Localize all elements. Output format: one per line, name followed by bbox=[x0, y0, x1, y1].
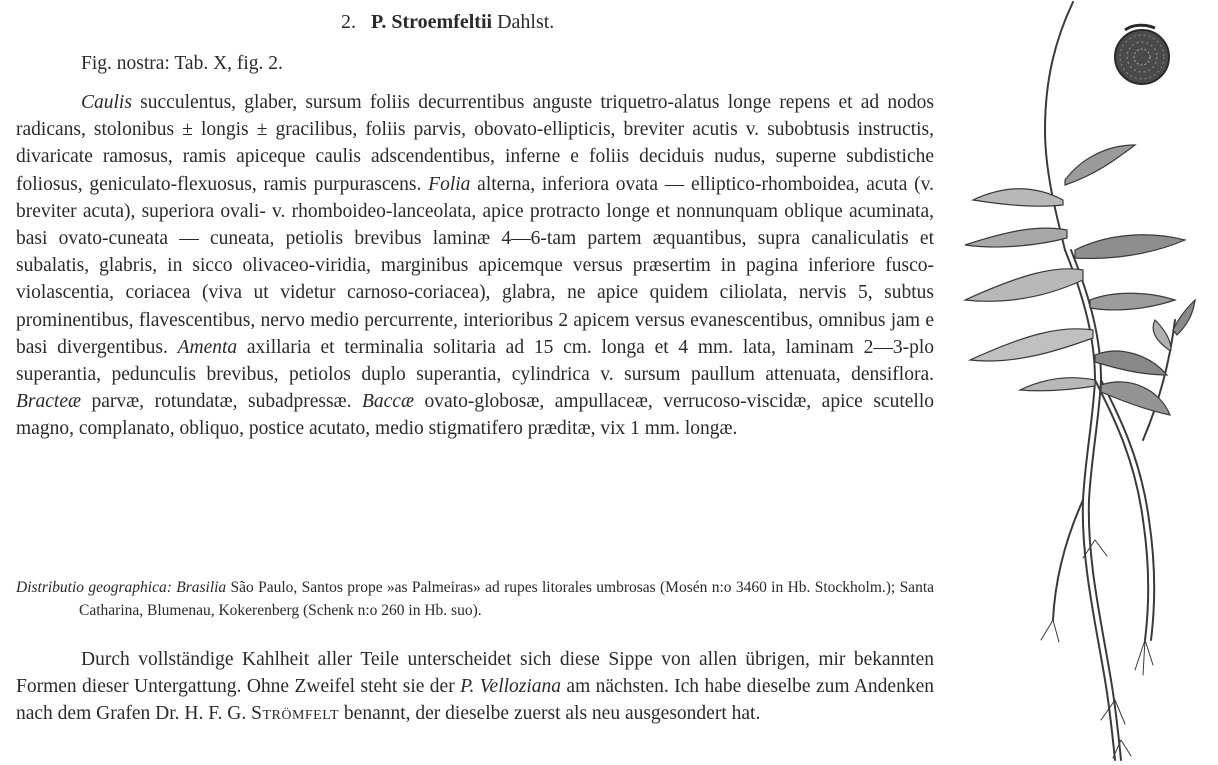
note-text-before: Durch vollständige Kahlheit aller Teile unterscheidet sich diese Sippe von allen übrigen, mir bekannten Formen dieser Untergattung. Ohne Zweifel steht sie der bbox=[16, 649, 934, 698]
leaf bbox=[965, 228, 1067, 247]
roots bbox=[1041, 540, 1153, 758]
species-author: Dahlst. bbox=[497, 11, 555, 33]
leaf bbox=[1020, 378, 1095, 391]
leaf bbox=[965, 269, 1083, 302]
note-name: Strömfelt bbox=[251, 703, 340, 725]
baccae-text: ovato-globosæ, ampullaceæ, verrucoso-viscidæ, apice scutello magno, complanato, obliquo, postice acutato, medio stigmatifero præditæ, vix 1 mm. longæ. bbox=[16, 391, 934, 440]
berry bbox=[1115, 25, 1169, 84]
species-name: P. Stroemfeltii bbox=[371, 11, 493, 33]
figure-reference: Fig. nostra: Tab. X, fig. 2. bbox=[81, 53, 283, 74]
species-heading bbox=[341, 9, 554, 36]
leaf bbox=[1153, 320, 1171, 350]
species-number: 2. bbox=[341, 11, 356, 33]
baccae-label: Baccæ bbox=[361, 391, 414, 413]
distribution-paragraph bbox=[16, 576, 934, 622]
amenta-text: axillaria et terminalia solitaria ad 15 cm. longa et 4 mm. lata, laminam 2—3-plo superantia, pedunculis brevibus, petiolos duplo superantia, cylindrica v. sursum paullum attenuata, densiflora. bbox=[16, 336, 934, 386]
plant-illustration bbox=[945, 0, 1218, 765]
distribution-label: Distributio geographica: bbox=[16, 579, 172, 596]
leaf bbox=[970, 329, 1093, 361]
leaf bbox=[1095, 351, 1167, 375]
bracteae-label: Bracteæ bbox=[16, 391, 81, 413]
leaf bbox=[973, 189, 1063, 206]
upper-stem bbox=[1045, 2, 1073, 250]
lower-branch bbox=[1095, 380, 1148, 640]
caulis-text: succulentus, glaber, sursum foliis decurrentibus anguste triquetro-alatus longe repens et ad nodos radicans, stolonibus ± longis ± gracilibus, foliis parvis, obovato-ellipticis, breviter acutis v. subobtusis instructis, divaricate ramosus, ramis apiceque caulis adscendentibus, inferne e foliis deciduis nudus, superne subdistiche foliosus, geniculato-flexuosus, ramis purpurascens. bbox=[16, 92, 934, 195]
amenta-label: Amenta bbox=[177, 336, 238, 358]
folia-text: alterna, inferiora ovata — elliptico-rhomboidea, acuta (v. breviter acuta), superiora ovali- v. rhomboideo-lanceolata, apice protracto longe et nonnunquam oblique acuminata, basi ovato-cuneata — cuneata, petiolis brevibus laminæ 4—6-tam partem æquantibus, supra canaliculatis et subalatis, glabris, in sicco olivaceo-viridia, marginibus apicemque versus præsertim in pagina inferiore fusco-violascentia, coriacea (viva ut videtur carnoso-coriacea), glabra, ne apice quidem ciliolata, nervis 5, subtus prominentibus, flavescentibus, nervo medio percurrente, interioribus 2 apicem versus evanescentibus, omnibus jam e basi divergentibus. bbox=[16, 173, 935, 358]
description-paragraph bbox=[16, 89, 934, 443]
distribution-country: Brasilia bbox=[176, 579, 227, 596]
main-stem bbox=[1065, 250, 1115, 760]
bracteae-text: parvæ, rotundatæ, subadpressæ. bbox=[80, 391, 362, 413]
folia-label: Folia bbox=[428, 173, 471, 195]
note-paragraph bbox=[16, 646, 934, 728]
note-text-middle: am nächsten. Ich habe dieselbe zum Andenken nach dem Grafen Dr. H. F. G. bbox=[16, 676, 934, 725]
leaf bbox=[1101, 382, 1170, 415]
leaf bbox=[1075, 235, 1185, 259]
leaf bbox=[1173, 300, 1195, 335]
note-text-after: benannt, der dieselbe zuerst als neu ausgesondert hat. bbox=[339, 703, 761, 725]
note-ref-species: P. Velloziana bbox=[460, 676, 562, 698]
caulis-label: Caulis bbox=[81, 92, 132, 113]
leaf bbox=[1065, 145, 1135, 185]
distribution-text: São Paulo, Santos prope »as Palmeiras» ad rupes litorales umbrosas (Mosén n:o 3460 in Hb. Stockholm.); Santa Catharina, Blumenau, Kokerenberg (Schenk n:o 260 in Hb. suo). bbox=[79, 579, 934, 619]
leaf bbox=[1090, 293, 1175, 310]
